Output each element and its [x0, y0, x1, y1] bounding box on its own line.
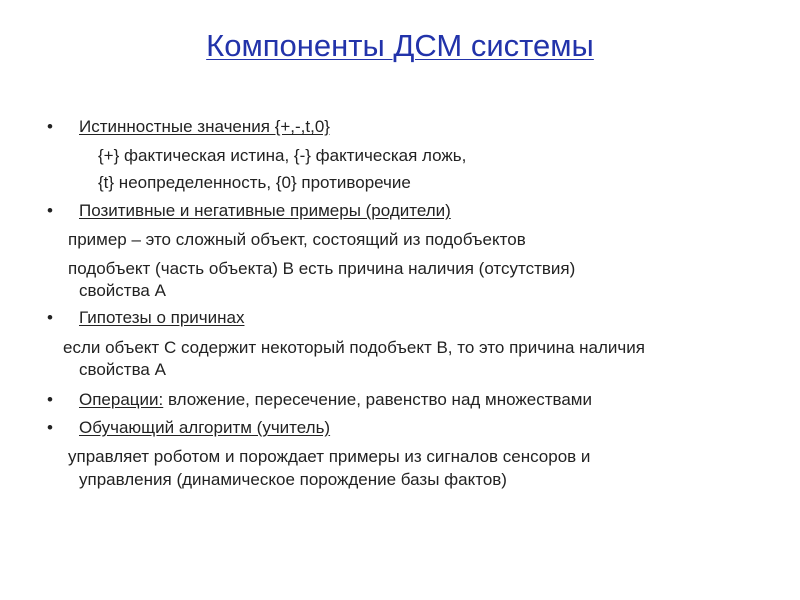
examples-line-2: подобъект (часть объекта) В есть причина наличия (отсутствия)	[68, 259, 576, 278]
operations-line	[79, 389, 592, 411]
hypotheses-line-1: если объект С содержит некоторый подобъект В, то это причина наличия	[63, 338, 645, 357]
truth-values-line-2: {t} неопределенность, {0} противоречие	[98, 173, 411, 192]
section-heading-examples: Позитивные и негативные примеры (родители)	[79, 201, 451, 220]
operations-text: вложение, пересечение, равенство над множествами	[163, 390, 592, 409]
examples-line-3: свойства А	[79, 281, 166, 300]
bullet-icon: •	[47, 418, 53, 437]
truth-values-line-1: {+} фактическая истина, {-} фактическая ложь,	[98, 146, 467, 165]
hypotheses-line-2: свойства А	[79, 360, 166, 379]
slide-title: Компоненты ДСМ системы	[206, 28, 594, 63]
bullet-icon: •	[47, 201, 53, 220]
section-heading-operations: Операции:	[79, 390, 164, 409]
bullet-icon: •	[47, 390, 53, 409]
examples-line-1: пример – это сложный объект, состоящий из подобъектов	[68, 230, 526, 249]
bullet-icon: •	[47, 117, 53, 136]
bullet-icon: •	[47, 308, 53, 327]
section-heading-teacher: Обучающий алгоритм (учитель)	[79, 418, 331, 437]
teacher-line-1: управляет роботом и порождает примеры из сигналов сенсоров и	[68, 447, 591, 466]
teacher-line-2: управления (динамическое порождение базы фактов)	[79, 470, 507, 489]
section-heading-truth-values: Истинностные значения {+,-,t,0}	[79, 117, 330, 136]
section-heading-hypotheses: Гипотезы о причинах	[79, 308, 245, 327]
